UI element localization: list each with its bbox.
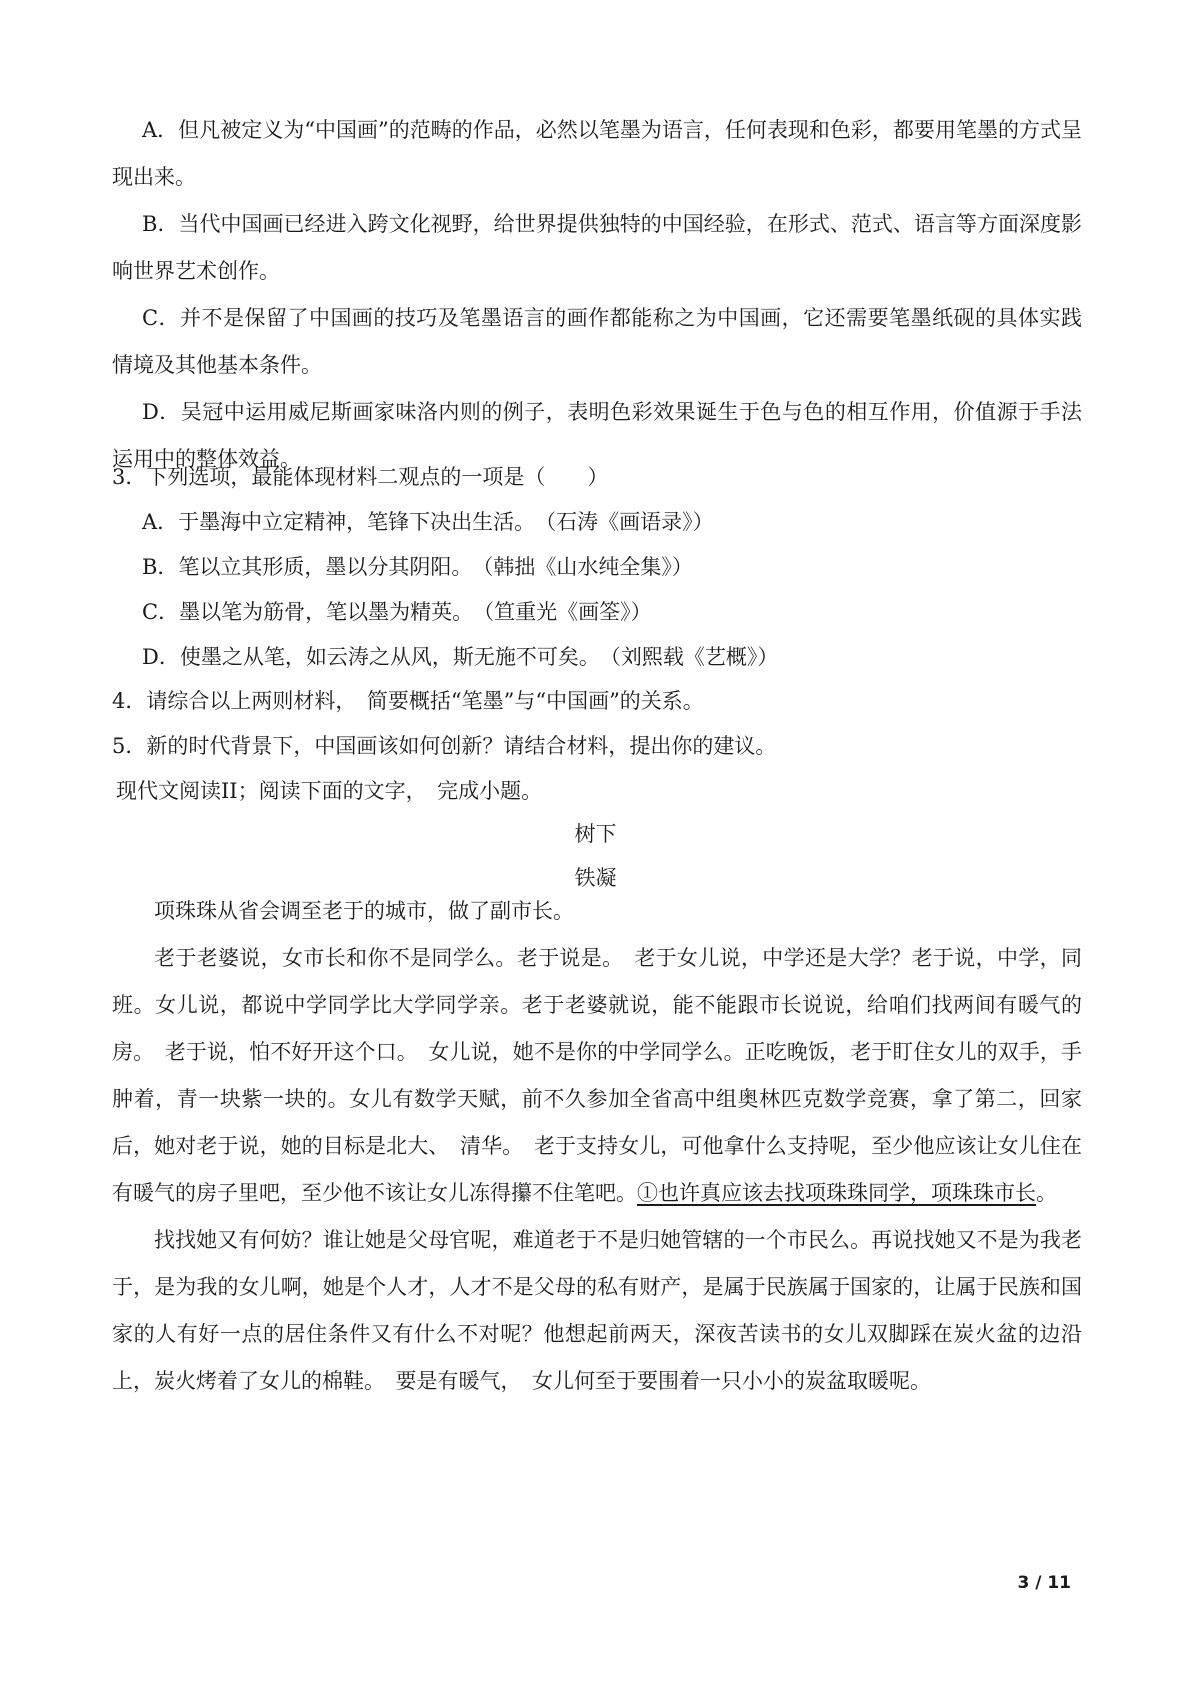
- q4-stem: 4．请综合以上两则材料， 简要概括“笔墨”与“中国画”的关系。: [112, 689, 704, 713]
- page-number: 3 / 11: [1017, 1573, 1071, 1593]
- q3-stem: 3．下列选项，最能体现材料二观点的一项是（ ）: [112, 465, 609, 489]
- q3-option-d: D．使墨之从笔，如云涛之从风，斯无施不可矣。 （刘熙载《艺概》）: [142, 645, 779, 669]
- story-paragraph-3: 找找她又有何妨？谁让她是父母官呢，难道老于不是归她管辖的一个市民么。再说找她又不是为我老于，是为我的女儿啊，她是个人才，人才不是父母的私有财产，是属于民族属于国家的，让属于民族和国家的人有好一点的居住条件又有什么不对呢？他想起前两天，深夜苦读书的女儿双脚踩在炭火盆的边沿上，炭火烤着了女儿的棉鞋。 要是有暖气， 女儿何至于要围着一只小小的炭盆取暖呢。: [112, 1228, 1082, 1393]
- q2-option-b: B．当代中国画已经进入跨文化视野，给世界提供独特的中国经验，在形式、范式、语言等方面深度影响世界艺术创作。: [112, 212, 1082, 283]
- q2-option-a: A．但凡被定义为“中国画”的范畴的作品，必然以笔墨为语言，任何表现和色彩，都要用笔墨的方式呈现出来。: [112, 118, 1082, 189]
- q3-option-b: B．笔以立其形质，墨以分其阴阳。 （韩拙《山水纯全集》）: [142, 555, 693, 579]
- q2-option-c: C．并不是保留了中国画的技巧及笔墨语言的画作都能称之为中国画，它还需要笔墨纸砚的具体实践情境及其他基本条件。: [112, 306, 1082, 377]
- story-title: 树下: [574, 822, 617, 846]
- q2-option-d: D．吴冠中运用威尼斯画家味洛内则的例子，表明色彩效果诞生于色与色的相互作用，价值源于手法运用中的整体效益。: [112, 400, 1082, 471]
- q3-option-c: C．墨以笔为筋骨，笔以墨为精英。 （笪重光《画筌》）: [142, 600, 652, 624]
- story-paragraph-2-end: 。: [1036, 1181, 1057, 1205]
- story-paragraph-2-text: 老于老婆说，女市长和你不是同学么。老于说是。 老于女儿说，中学还是大学？老于说，中学，同班。女儿说，都说中学同学比大学同学亲。老于老婆就说，能不能跟市长说说，给咱们找两间有暖气的房。 老于说，怕不好开这个口。 女儿说，她不是你的中学同学么。正吃晚饭，老于盯住女儿的双手，手肿着，青一块紫一块的。女儿有数学天赋，前不久参加全省高中组奥林匹克数学竞赛，拿了第二，回家后，她对老于说，她的目标是北大、 清华。 老于支持女儿，可他拿什么支持呢，至少他应该让女儿住在有暖气的房子里吧，至少他不该让女儿冻得攥不住笔吧。: [112, 946, 1082, 1205]
- underlined-sentence-1: ①也许真应该去找项珠珠同学，项珠珠市长: [637, 1181, 1036, 1205]
- q2-options: [112, 107, 1082, 483]
- q3-option-a: A．于墨海中立定精神，笔锋下决出生活。 （石涛《画语录》）: [142, 510, 714, 534]
- section-heading: 现代文阅读II；阅读下面的文字， 完成小题。: [116, 779, 543, 803]
- story-author: 铁凝: [574, 866, 617, 890]
- q5-stem: 5．新的时代背景下，中国画该如何创新？请结合材料，提出你的建议。: [112, 734, 777, 758]
- story-paragraph-1: 项珠珠从省会调至老于的城市，做了副市长。: [154, 899, 574, 923]
- story-paragraph-2: [112, 935, 1082, 1217]
- story-body: [112, 888, 1082, 1405]
